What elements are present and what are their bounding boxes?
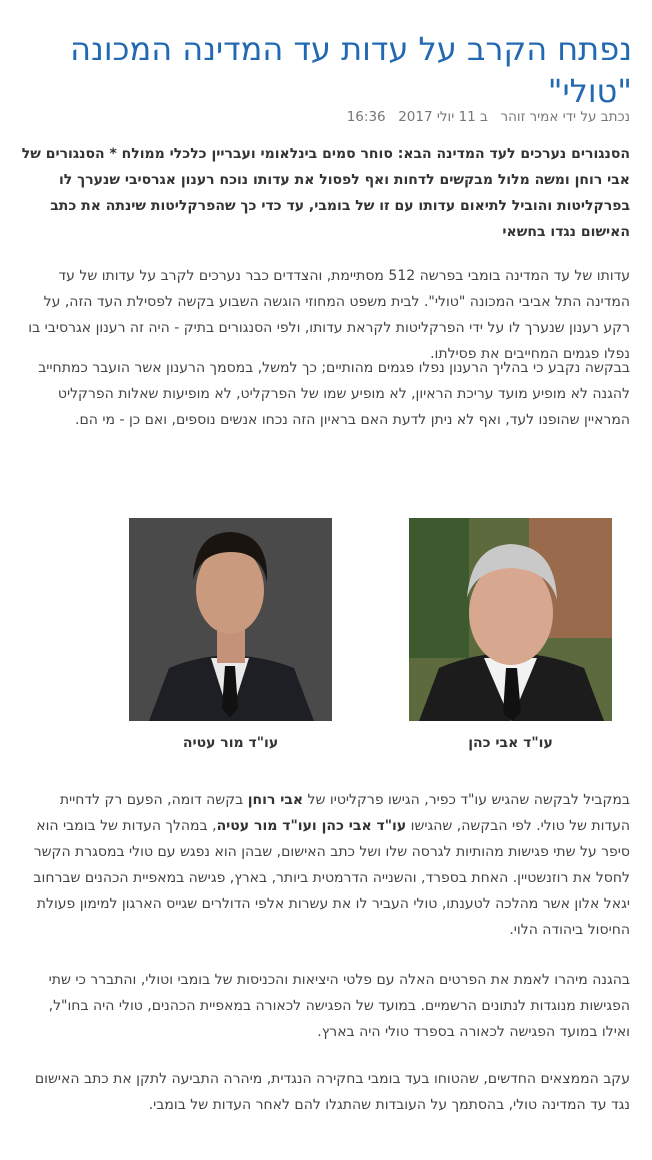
names-lawyers: עו"ד אבי כהן ועו"ד מור עטיה <box>216 818 407 834</box>
name-avi-rohan: אבי רוחן <box>247 792 304 808</box>
paragraph-3 <box>20 787 630 943</box>
article-title: נפתח הקרב על עדות עד המדינה המכונה "טולי" <box>70 30 632 110</box>
paragraph-3-part-e: , במהלך העדות של בומבי הוא סיפר על שתי פגישות מהותיות לגרסה שלו ושל כתב האישום, שבהן הוא נפגש עם טולי במסגרת הקשר לחסל את רוזנשטיין. האחת בספרד, והשנייה הדרמטית ביותר, בארץ, פגישה במאפיית הכהנים שברחוב יגאל אלון אשר מהלכה לטענתו, טולי העביר לו את עשרות אלפי הדולרים שגייס הארגון למימון פעולת החיסול ביהודה הלוי. <box>33 818 630 938</box>
byline-time: 16:36 <box>346 109 386 125</box>
paragraph-1: עדותו של עד המדינה בומבי בפרשה 512 מסתיימת, והצדדים כבר נערכים לקרב על עדותו של עד המדינה התל אביבי המכונה "טולי". לבית משפט המחוזי הוגשה השבוע בקשה לפסילת העד הזה, על רקע רענון שנערך לו על ידי הפרקליטות לקראת עדותו, ולפי הסנגורים בתיק - היה זה רענון אגרסיבי בו נפלו פגמים המחייבים את פסילתו. <box>28 268 630 362</box>
byline <box>347 108 630 126</box>
photo-caption-avi-cohen: עו"ד אבי כהן <box>468 735 553 751</box>
byline-author: נכתב על ידי אמיר זוהר <box>500 109 630 125</box>
mor-atia-photo <box>129 518 332 721</box>
paragraph-5: עקב הממצאים החדשים, שהטוחו בעד בומבי בחקירה הנגדית, מיהרה התביעה לתקן את כתב האישום נגד עד המדינה טולי, בהסתמך על העובדות שהתגלו להם לאחר העדות של בומבי. <box>34 1071 630 1113</box>
paragraph-2: בבקשה נקבע כי בהליך הרענון נפלו פגמים מהותיים; כך למשל, במסמך הרענון אשר הועבר כמתחייב להגנה לא מופיע מועד עריכת הראיון, לא מופיע שמו של הפרקליט, לא מופיעות שאלות הפרקליט המראיין שהופנו לעד, ואף לא ניתן לדעת האם בראיון הזה נכחו אנשים נוספים, ואם כן - מי הם. <box>38 360 630 428</box>
byline-date: ב 11 יולי 2017 <box>398 109 488 125</box>
photo-caption-mor-atia: עו"ד מור עטיה <box>182 735 279 751</box>
paragraph-3-part-a: במקביל לבקשה שהגיש עו"ד כפיר, הגישו פרקליטיו של <box>303 792 630 808</box>
paragraph-4: בהגנה מיהרו לאמת את הפרטים האלה עם פלטי היציאות והכניסות של בומבי וטולי, והתברר כי שתי הפגישות מנוגדות לנתונים הרשמיים. במועד של הפגישה לכאורה במאפיית הכהנים, טולי היה בחו"ל, ואילו במועד הפגישה לכאורה בספרד טולי היה בארץ. <box>48 972 630 1040</box>
paragraph-3-part-c: בקשה דומה, הפעם רק לדחיית העדות של טולי. לפי הבקשה, שהגישו <box>59 792 630 834</box>
article-lead: הסנגורים נערכים לעד המדינה הבא: סוחר סמים בינלאומי ועבריין כלכלי ממולח * הסנגורים של אבי רוחן ומשה מלול מבקשים לדחות ואף לפסול את עדותו נוכח רענון אגרסיבי שנערך לו בפרקליטות והוביל לתיאום עדותו עם זו של בומבי, עד כדי כך שהפרקליטות שינתה את כתב האישום נגדו בחשאי <box>21 146 630 240</box>
avi-cohen-photo <box>409 518 612 721</box>
